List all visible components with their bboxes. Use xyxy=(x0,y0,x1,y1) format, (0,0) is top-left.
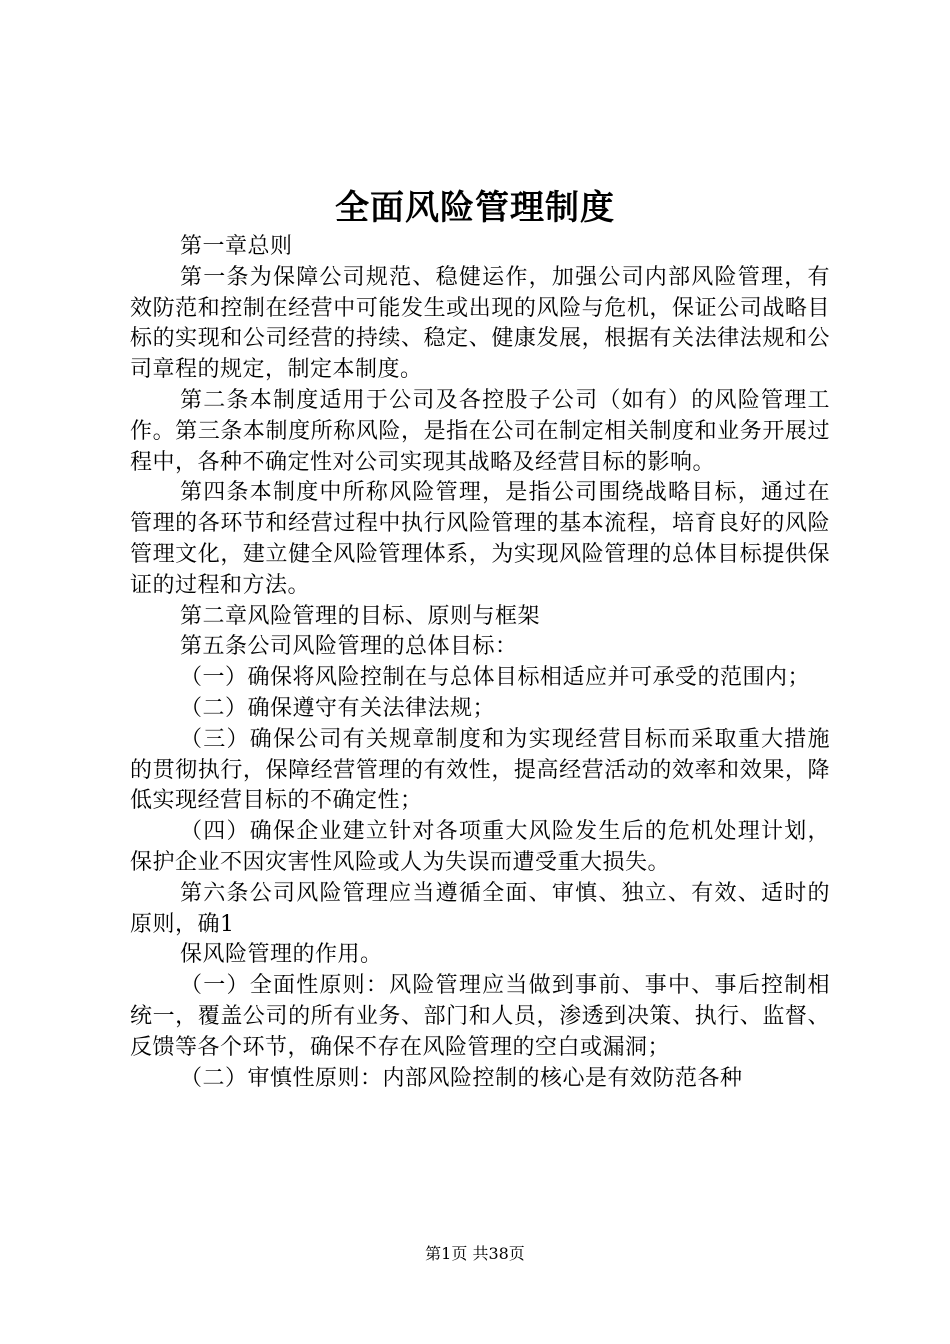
paragraph: （二）确保遵守有关法律法规； xyxy=(180,695,496,721)
paragraph: 第六条公司风险管理应当遵循全面、审慎、独立、有效、适时的原则，确1 xyxy=(130,880,830,937)
paragraph: （一）确保将风险控制在与总体目标相适应并可承受的范围内； xyxy=(180,665,811,691)
paragraph: 第一章总则 xyxy=(180,234,293,259)
paragraph: （二）审慎性原则：内部风险控制的核心是有效防范各种 xyxy=(180,1065,743,1091)
paragraph: 第一条为保障公司规范、稳健运作，加强公司内部风险管理，有效防范和控制在经营中可能发生或出现的风险与危机，保证公司战略目标的实现和公司经营的持续、稳定、健康发展，根据有关法律法规和公司章程的规定，制定本制度。 xyxy=(130,264,830,383)
document-title: 全面风险管理制度 xyxy=(335,188,615,228)
document-body xyxy=(130,232,830,1094)
paragraph: 第二章风险管理的目标、原则与框架 xyxy=(180,603,541,629)
paragraph: （四）确保企业建立针对各项重大风险发生后的危机处理计划，保护企业不因灾害性风险或人为失误而遭受重大损失。 xyxy=(130,819,830,875)
paragraph: （一）全面性原则：风险管理应当做到事前、事中、事后控制相统一，覆盖公司的所有业务、部门和人员，渗透到决策、执行、监督、反馈等各个环节，确保不存在风险管理的空白或漏洞； xyxy=(130,973,830,1060)
paragraph: （三）确保公司有关规章制度和为实现经营目标而采取重大措施的贯彻执行，保障经营管理的有效性，提高经营活动的效率和效果，降低实现经营目标的不确定性； xyxy=(130,726,830,814)
paragraph: 第四条本制度中所称风险管理，是指公司围绕战略目标，通过在管理的各环节和经营过程中执行风险管理的基本流程，培育良好的风险管理文化，建立健全风险管理体系，为实现风险管理的总体目标提供保证的过程和方法。 xyxy=(130,480,830,598)
paragraph: 第五条公司风险管理的总体目标： xyxy=(180,634,518,660)
paragraph: 第二条本制度适用于公司及各控股子公司（如有）的风险管理工作。第三条本制度所称风险，是指在公司在制定相关制度和业务开展过程中，各种不确定性对公司实现其战略及经营目标的影响。 xyxy=(130,387,830,475)
paragraph: 保风险管理的作用。 xyxy=(180,942,383,968)
page-number-footer: 第1页 共38页 xyxy=(425,1244,525,1263)
